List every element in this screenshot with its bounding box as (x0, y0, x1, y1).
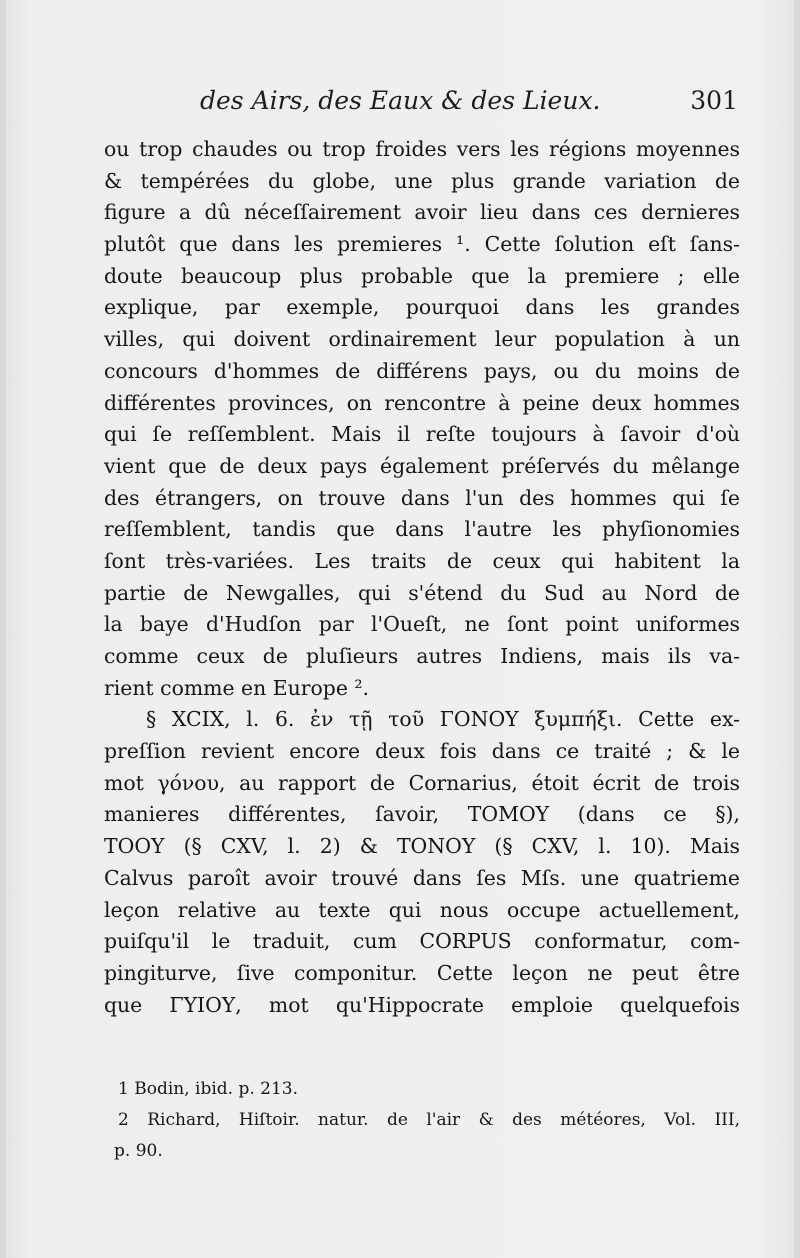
text-line: mot γόνου, au rapport de Cornarius, étoit écrit de trois (104, 770, 740, 795)
text-line: concours d'hommes de différens pays, ou du moins de (104, 358, 740, 383)
page-header (200, 86, 740, 126)
footnotes (114, 1074, 740, 1167)
footnote: 2 Richard, Hiſtoir. natur. de l'air & des météores, Vol. III, (118, 1110, 740, 1130)
footnote-continuation: p. 90. (114, 1141, 163, 1161)
text-line: & tempérées du globe, une plus grande variation de (104, 168, 740, 193)
text-line: ou trop chaudes ou trop froides vers les régions moyennes (104, 137, 740, 161)
text-line: figure a dû néceſſairement avoir lieu dans ces dernieres (104, 200, 740, 225)
text-line: des étrangers, on trouve dans l'un des hommes qui ſe (104, 485, 740, 510)
footnote: 1 Bodin, ibid. p. 213. (118, 1079, 299, 1099)
text-line: puiſqu'il le traduit, cum CORPUS conformatur, com- (104, 929, 740, 954)
text-line: pingiturve, ſive componitur. Cette leçon ne peut être (104, 960, 740, 985)
text-line: explique, par exemple, pourquoi dans les grandes (104, 295, 740, 320)
text-line: preſſion revient encore deux fois dans ce traité ; & le (104, 739, 740, 764)
text-line: leçon relative au texte qui nous occupe actuellement, (104, 897, 740, 922)
text-line: plutôt que dans les premieres ¹. Cette ſolution eſt ſans- (104, 232, 740, 257)
text-line: doute beaucoup plus probable que la premiere ; elle (104, 263, 740, 288)
text-line: ΤΟΟΥ (§ CXV, l. 2) & ΤΟΝΟΥ (§ CXV, l. 10). Mais (104, 834, 740, 859)
section-start-line: § XCIX, l. 6. ἐν τῇ τοῦ ΓΟΝΟΥ ξυμπήξι. Cette ex- (146, 707, 740, 732)
page-edge-left (0, 0, 6, 1258)
text-line: reſſemblent, tandis que dans l'autre les phyſionomies (104, 517, 740, 542)
text-line: qui ſe reſſemblent. Mais il reſte toujours à ſavoir d'où (104, 422, 740, 447)
text-line: vient que de deux pays également préſervés du mêlange (104, 453, 740, 478)
text-line: rient comme en Europe ². (104, 675, 370, 700)
text-line: Calvus paroît avoir trouvé dans ſes Mſs. une quatrieme (104, 865, 740, 890)
text-line: que ΓΥΙΟΥ, mot qu'Hippocrate emploie quelquefois (104, 992, 740, 1017)
text-line: ſont très-variées. Les traits de ceux qui habitent la (104, 548, 740, 573)
running-title: des Airs, des Eaux & des Lieux. (200, 86, 601, 115)
text-line: différentes provinces, on rencontre à peine deux hommes (104, 390, 740, 415)
page-edge-right (794, 0, 800, 1258)
main-text (104, 134, 740, 1021)
text-line: comme ceux de pluſieurs autres Indiens, mais ils va- (104, 644, 740, 668)
text-line: la baye d'Hudſon par l'Oueſt, ne ſont point uniformes (104, 612, 740, 637)
text-line: partie de Newgalles, qui s'étend du Sud au Nord de (104, 580, 740, 605)
text-line: manieres différentes, ſavoir, ΤΟΜΟΥ (dans ce §), (104, 802, 740, 827)
text-line: villes, qui doivent ordinairement leur population à un (104, 327, 740, 352)
page-number: 301 (690, 86, 738, 115)
